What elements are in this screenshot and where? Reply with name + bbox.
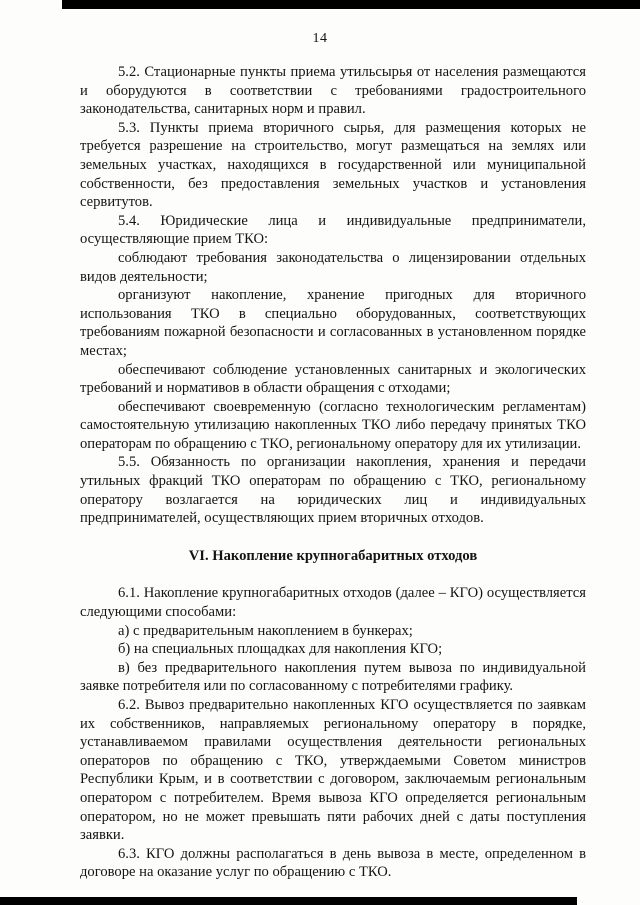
scan-artifact-bottom-bar: [0, 897, 577, 905]
paragraph-5-3: 5.3. Пункты приема вторичного сырья, для размещения которых не требуется разрешение на строительство, могут размещаться на землях или земельных участках, находящихся в государственной или муниципальной собственности, без предоставления земельных участков и установления сервитутов.: [80, 119, 586, 211]
paragraph-6-3: 6.3. КГО должны располагаться в день вывоза в месте, определенном в договоре на оказание услуг по обращению с ТКО.: [80, 845, 586, 881]
clause-5-4-item-2: организуют накопление, хранение пригодных для вторичного использования ТКО в специально оборудованных, соответствующих требованиям пожарной безопасности и согласованных в установленном порядке местах;: [80, 287, 586, 359]
clause-5-4-item-3: обеспечивают соблюдение установленных санитарных и экологических требований и нормативов в области обращения с отходами;: [80, 361, 586, 397]
clause-5-4-item-4: обеспечивают своевременную (согласно технологическим регламентам) самостоятельную утилизацию накопленных ТКО либо передачу принятых ТКО операторам по обращению с ТКО, региональному оператору для их утилизации.: [80, 398, 586, 452]
paragraph-6-2: 6.2. Вывоз предварительно накопленных КГО осуществляется по заявкам их собственников, направляемых региональному оператору в порядке, устанавливаемом правилами осуществления деятельности региональных операторов по обращению с ТКО, утверждаемыми Советом министров Республики Крым, и в соответствии с договором, заключаемым региональным оператором с потребителем. Время вывоза КГО определяется региональным оператором, но не может превышать пяти рабочих дней с даты поступления заявки.: [80, 697, 586, 844]
scan-artifact-top-bar: [62, 0, 640, 9]
page-number: 14: [312, 31, 328, 46]
paragraph-5-2: 5.2. Стационарные пункты приема утильсырья от населения размещаются и оборудуются в соответствии с требованиями градостроительного законодательства, санитарных норм и правил.: [80, 64, 586, 118]
list-item-a: а) с предварительным накоплением в бункерах;: [118, 622, 413, 639]
section-heading-vi: VI. Накопление крупногабаритных отходов: [188, 547, 478, 564]
paragraph-6-1: 6.1. Накопление крупногабаритных отходов (далее – КГО) осуществляется следующими способами:: [80, 585, 586, 621]
paragraph-5-4-intro: 5.4. Юридические лица и индивидуальные предприниматели, осуществляющие прием ТКО:: [80, 212, 586, 248]
clause-5-4-item-1: соблюдают требования законодательства о лицензировании отдельных видов деятельности;: [80, 249, 586, 285]
paragraph-5-5: 5.5. Обязанность по организации накопления, хранения и передачи утильных фракций ТКО операторам по обращению с ТКО, региональному оператору возлагается на юридических лиц и индивидуальных предпринимателей, осуществляющих прием вторичных отходов.: [80, 454, 586, 527]
list-item-b: б) на специальных площадках для накопления КГО;: [118, 641, 443, 658]
list-item-v: в) без предварительного накопления путем вывоза по индивидуальной заявке потребителя или по согласованному с потребителями графику.: [80, 659, 586, 695]
document-content: [80, 63, 586, 882]
